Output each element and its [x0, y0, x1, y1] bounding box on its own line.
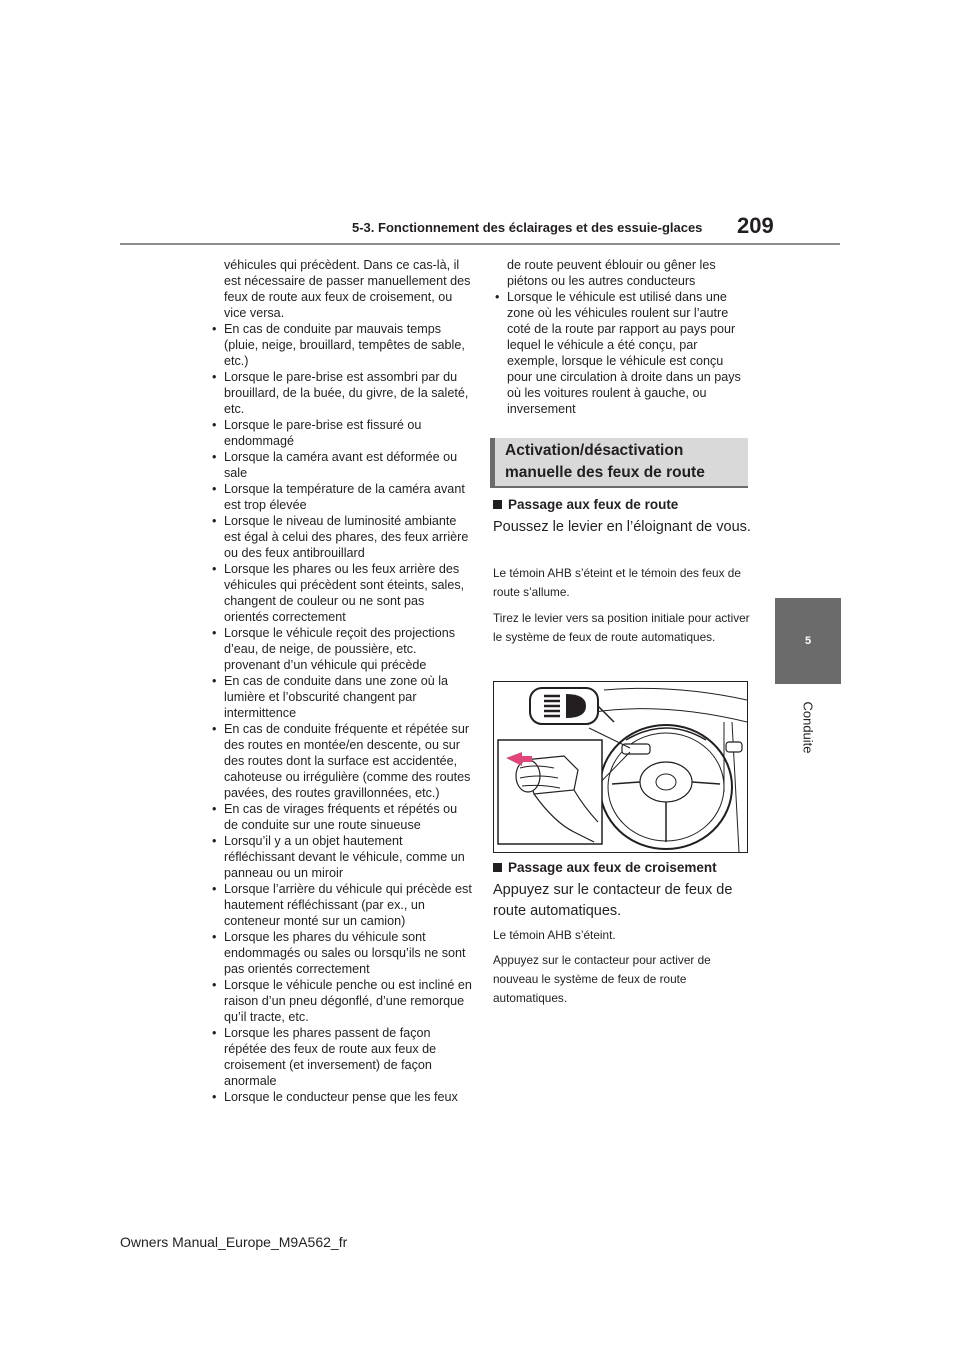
instruction-text: Poussez le levier en l’éloignant de vous.	[493, 519, 751, 535]
square-bullet-icon	[493, 500, 502, 509]
list-item: • Lorsque le pare-brise est assombri par du brouillard, de la buée, du givre, de la saleté, etc.	[210, 369, 472, 417]
condition-list-continued	[493, 289, 751, 417]
list-item: • En cas de conduite fréquente et répétée sur des routes en montée/en descente, ou sur des routes dont la surface est accidentée, cahoteuse ou irrégulière (comme des routes pavées, des routes gravillonnées, etc.)	[210, 721, 472, 801]
header-divider	[120, 243, 840, 245]
list-item: • Lorsque le pare-brise est fissuré ou endommagé	[210, 417, 472, 449]
dashboard-drawing	[494, 682, 747, 852]
list-item: • Lorsque la caméra avant est déformée ou sale	[210, 449, 472, 481]
list-item: • Lorsque la température de la caméra avant est trop élevée	[210, 481, 472, 513]
subheading-text: Passage aux feux de route	[508, 497, 679, 512]
square-bullet-icon	[493, 863, 502, 872]
note-text: Tirez le levier vers sa position initiale pour activer le système de feux de route automatiques.	[493, 611, 750, 644]
section-heading: Activation/désactivation manuelle des feux de route	[505, 442, 705, 481]
list-item: • En cas de virages fréquents et répétés ou de conduite sur une route sinueuse	[210, 801, 472, 833]
chapter-label: Conduite	[800, 701, 816, 754]
list-item: • En cas de conduite dans une zone où la lumière et l’obscurité changent par intermittence	[210, 673, 472, 721]
list-item: • Lorsque les phares ou les feux arrière des véhicules qui précèdent sont éteints, sales, changent de couleur ou ne sont pas orientés correctement	[210, 561, 472, 625]
chapter-number: 5	[804, 635, 812, 647]
list-item: • Lorsque l’arrière du véhicule qui précède est hautement réfléchissant (par ex., un conteneur monté sur un camion)	[210, 881, 472, 929]
footer-text: Owners Manual_Europe_M9A562_fr	[120, 1234, 348, 1250]
lever-illustration	[493, 681, 748, 853]
list-item: • Lorsque les phares passent de façon répétée des feux de route aux feux de croisement (et inversement) de façon anormale	[210, 1025, 472, 1089]
note-text: Le témoin AHB s’éteint.	[493, 928, 616, 942]
section-header-title: 5-3. Fonctionnement des éclairages et des essuie-glaces	[352, 220, 703, 235]
subheading-high-beam	[493, 497, 678, 512]
subheading-text: Passage aux feux de croisement	[508, 860, 717, 875]
intro-paragraph: véhicules qui précèdent. Dans ce cas-là, il est nécessaire de passer manuellement des feux de route aux feux de croisement, ou vice versa.	[224, 258, 471, 320]
chapter-tab	[775, 598, 841, 684]
list-item: • Lorsque le véhicule est utilisé dans une zone où les véhicules roulent sur l’autre coté de la route par rapport au pays pour lequel le véhicule a été conçu, par exemple, lorsque le véhicule est conçu pour une circulation à droite dans un pays où les voitures roulent à gauche, ou inversement	[493, 289, 751, 417]
continuation-text: de route peuvent éblouir ou gêner les piétons ou les autres conducteurs	[507, 258, 716, 288]
list-item: • Lorsque le véhicule reçoit des projections d’eau, de neige, de poussière, etc. provenant d’un véhicule qui précède	[210, 625, 472, 673]
list-item: • Lorsqu’il y a un objet hautement réfléchissant devant le véhicule, comme un panneau ou un miroir	[210, 833, 472, 881]
left-column	[210, 257, 472, 1105]
list-item: • En cas de conduite par mauvais temps (pluie, neige, brouillard, tempêtes de sable, etc.)	[210, 321, 472, 369]
right-column-top	[493, 257, 751, 417]
instruction-text: Appuyez sur le contacteur de feux de route automatiques.	[493, 882, 733, 919]
condition-list	[210, 321, 472, 1105]
list-item: • Lorsque le niveau de luminosité ambiante est égal à celui des phares, des feux arrière ou des feux antibrouillard	[210, 513, 472, 561]
note-text: Le témoin AHB s’éteint et le témoin des feux de route s’allume.	[493, 566, 741, 599]
list-item: • Lorsque le véhicule penche ou est incliné en raison d’un pneu dégonflé, d’une remorque qu’il tracte, etc.	[210, 977, 472, 1025]
list-item: • Lorsque le conducteur pense que les feux	[210, 1089, 472, 1105]
note-text: Appuyez sur le contacteur pour activer de nouveau le système de feux de route automatiques.	[493, 953, 711, 1005]
page-number: 209	[737, 213, 774, 238]
section-heading-box	[490, 438, 748, 488]
subheading-low-beam	[493, 860, 717, 875]
list-item: • Lorsque les phares du véhicule sont endommagés ou sales ou lorsqu’ils ne sont pas orientés correctement	[210, 929, 472, 977]
